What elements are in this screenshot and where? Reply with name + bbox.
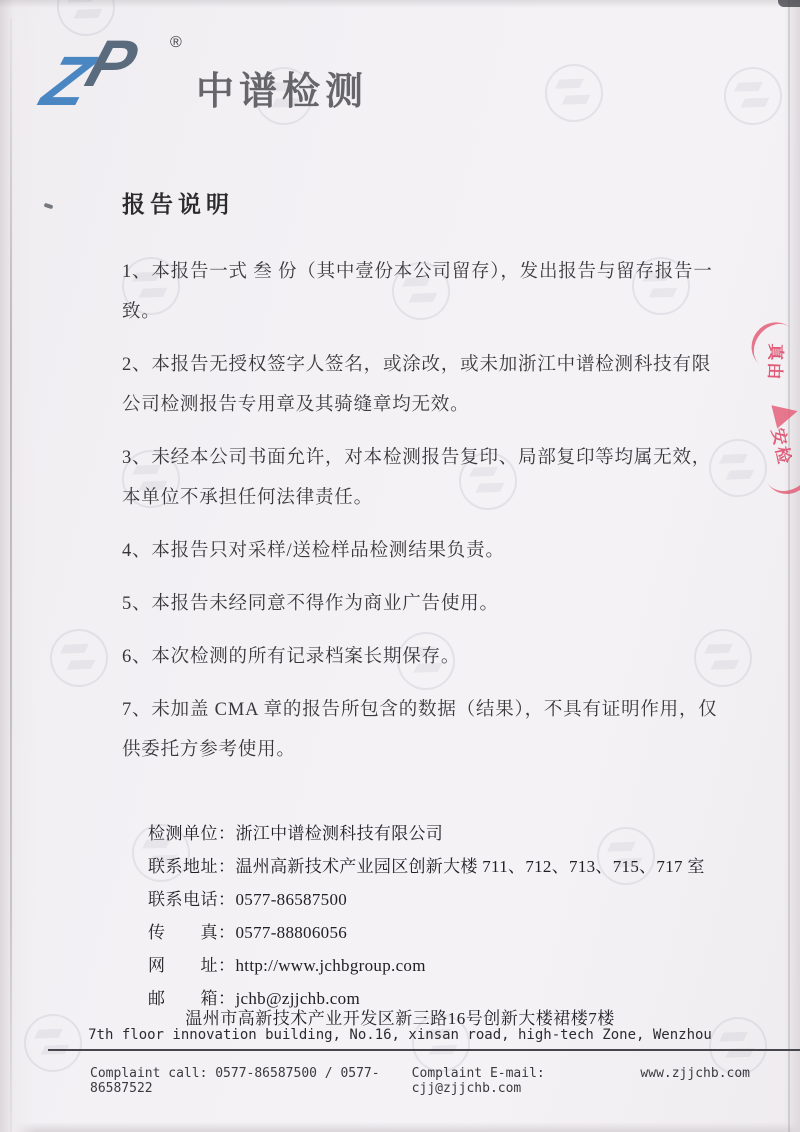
footer-address-cn: 温州市高新技术产业开发区新三路16号创新大楼裙楼7楼	[185, 1009, 615, 1028]
complaint-call: Complaint call: 0577-86587500 / 0577-86587522	[90, 1066, 380, 1096]
red-seam-stamp-fragment	[748, 326, 800, 482]
staple-mark	[44, 203, 54, 210]
zp-watermark	[45, 624, 114, 693]
contact-value: jchb@zjjchb.com	[235, 989, 360, 1008]
note-item-1: 1、本报告一式 叁 份（其中壹份本公司留存），发出报告与留存报告一致。	[122, 262, 713, 322]
zp-watermark	[540, 59, 609, 128]
contact-row-website	[148, 949, 708, 982]
logo-letter-p: P	[77, 26, 147, 100]
stamp-text-lower: 安检	[767, 426, 795, 468]
report-notes	[122, 252, 718, 783]
brand-name: 中谱检测	[196, 71, 369, 113]
note-item-3: 3、未经本公司书面允许，对本检测报告复印、局部复印等均属无效，本单位不承担任何法律责任。	[122, 448, 712, 508]
note-item-6: 6、本次检测的所有记录档案长期保存。	[122, 647, 461, 667]
contact-value: 温州高新技术产业园区创新大楼 711、712、713、715、717 室	[235, 857, 705, 876]
contact-row-unit	[148, 817, 708, 850]
footer-complaint-row	[90, 1066, 750, 1096]
contact-row-fax	[148, 916, 708, 949]
note-item-4: 4、本报告只对采样/送检样品检测结果负责。	[122, 541, 505, 561]
paper-fold-line-right	[788, 0, 790, 1132]
footer-address-en: 7th floor innovation building, No.16, xinsan road, high-tech Zone, Wenzhou	[88, 1027, 712, 1043]
registered-trademark-icon: ®	[170, 34, 182, 51]
contact-label: 检测单位：	[148, 824, 236, 843]
complaint-email: Complaint E-mail: cjj@zjjchb.com	[411, 1066, 545, 1096]
contact-row-phone	[148, 883, 708, 916]
contact-value: 浙江中谱检测科技有限公司	[235, 824, 444, 843]
scan-corner-shadow	[778, 0, 800, 7]
note-item-5: 5、本报告未经同意不得作为商业广告使用。	[122, 594, 499, 614]
stamp-text-upper: 真由	[764, 343, 786, 382]
contact-label: 网 址：	[148, 956, 236, 975]
contact-value: http://www.jchbgroup.com	[235, 956, 426, 975]
contact-value: 0577-88806056	[235, 923, 348, 942]
footer-divider	[48, 1049, 800, 1051]
contact-row-address	[148, 850, 708, 883]
contact-label: 传 真：	[148, 923, 236, 942]
contact-label: 联系地址：	[148, 857, 236, 876]
contact-label: 联系电话：	[148, 890, 236, 909]
note-item-2: 2、本报告无授权签字人签名，或涂改，或未加浙江中谱检测科技有限公司检测报告专用章及其骑缝章均无效。	[122, 355, 712, 415]
stamp-chevron	[771, 399, 800, 428]
page-title: 报告说明	[122, 192, 234, 217]
logo-letter-z: Z	[33, 42, 102, 120]
contact-info	[148, 817, 708, 1015]
footer-website: www.zjjchb.com	[640, 1066, 750, 1081]
stamp-arc	[756, 440, 800, 502]
zp-watermark	[719, 62, 788, 131]
zhongpu-logo	[33, 26, 194, 122]
note-item-7: 7、未加盖 CMA 章的报告所包含的数据（结果），不具有证明作用，仅供委托方参考使用。	[122, 700, 718, 760]
contact-label: 邮 箱：	[148, 989, 236, 1008]
paper-fold-line-left	[10, 18, 12, 1132]
contact-value: 0577-86587500	[235, 890, 348, 909]
